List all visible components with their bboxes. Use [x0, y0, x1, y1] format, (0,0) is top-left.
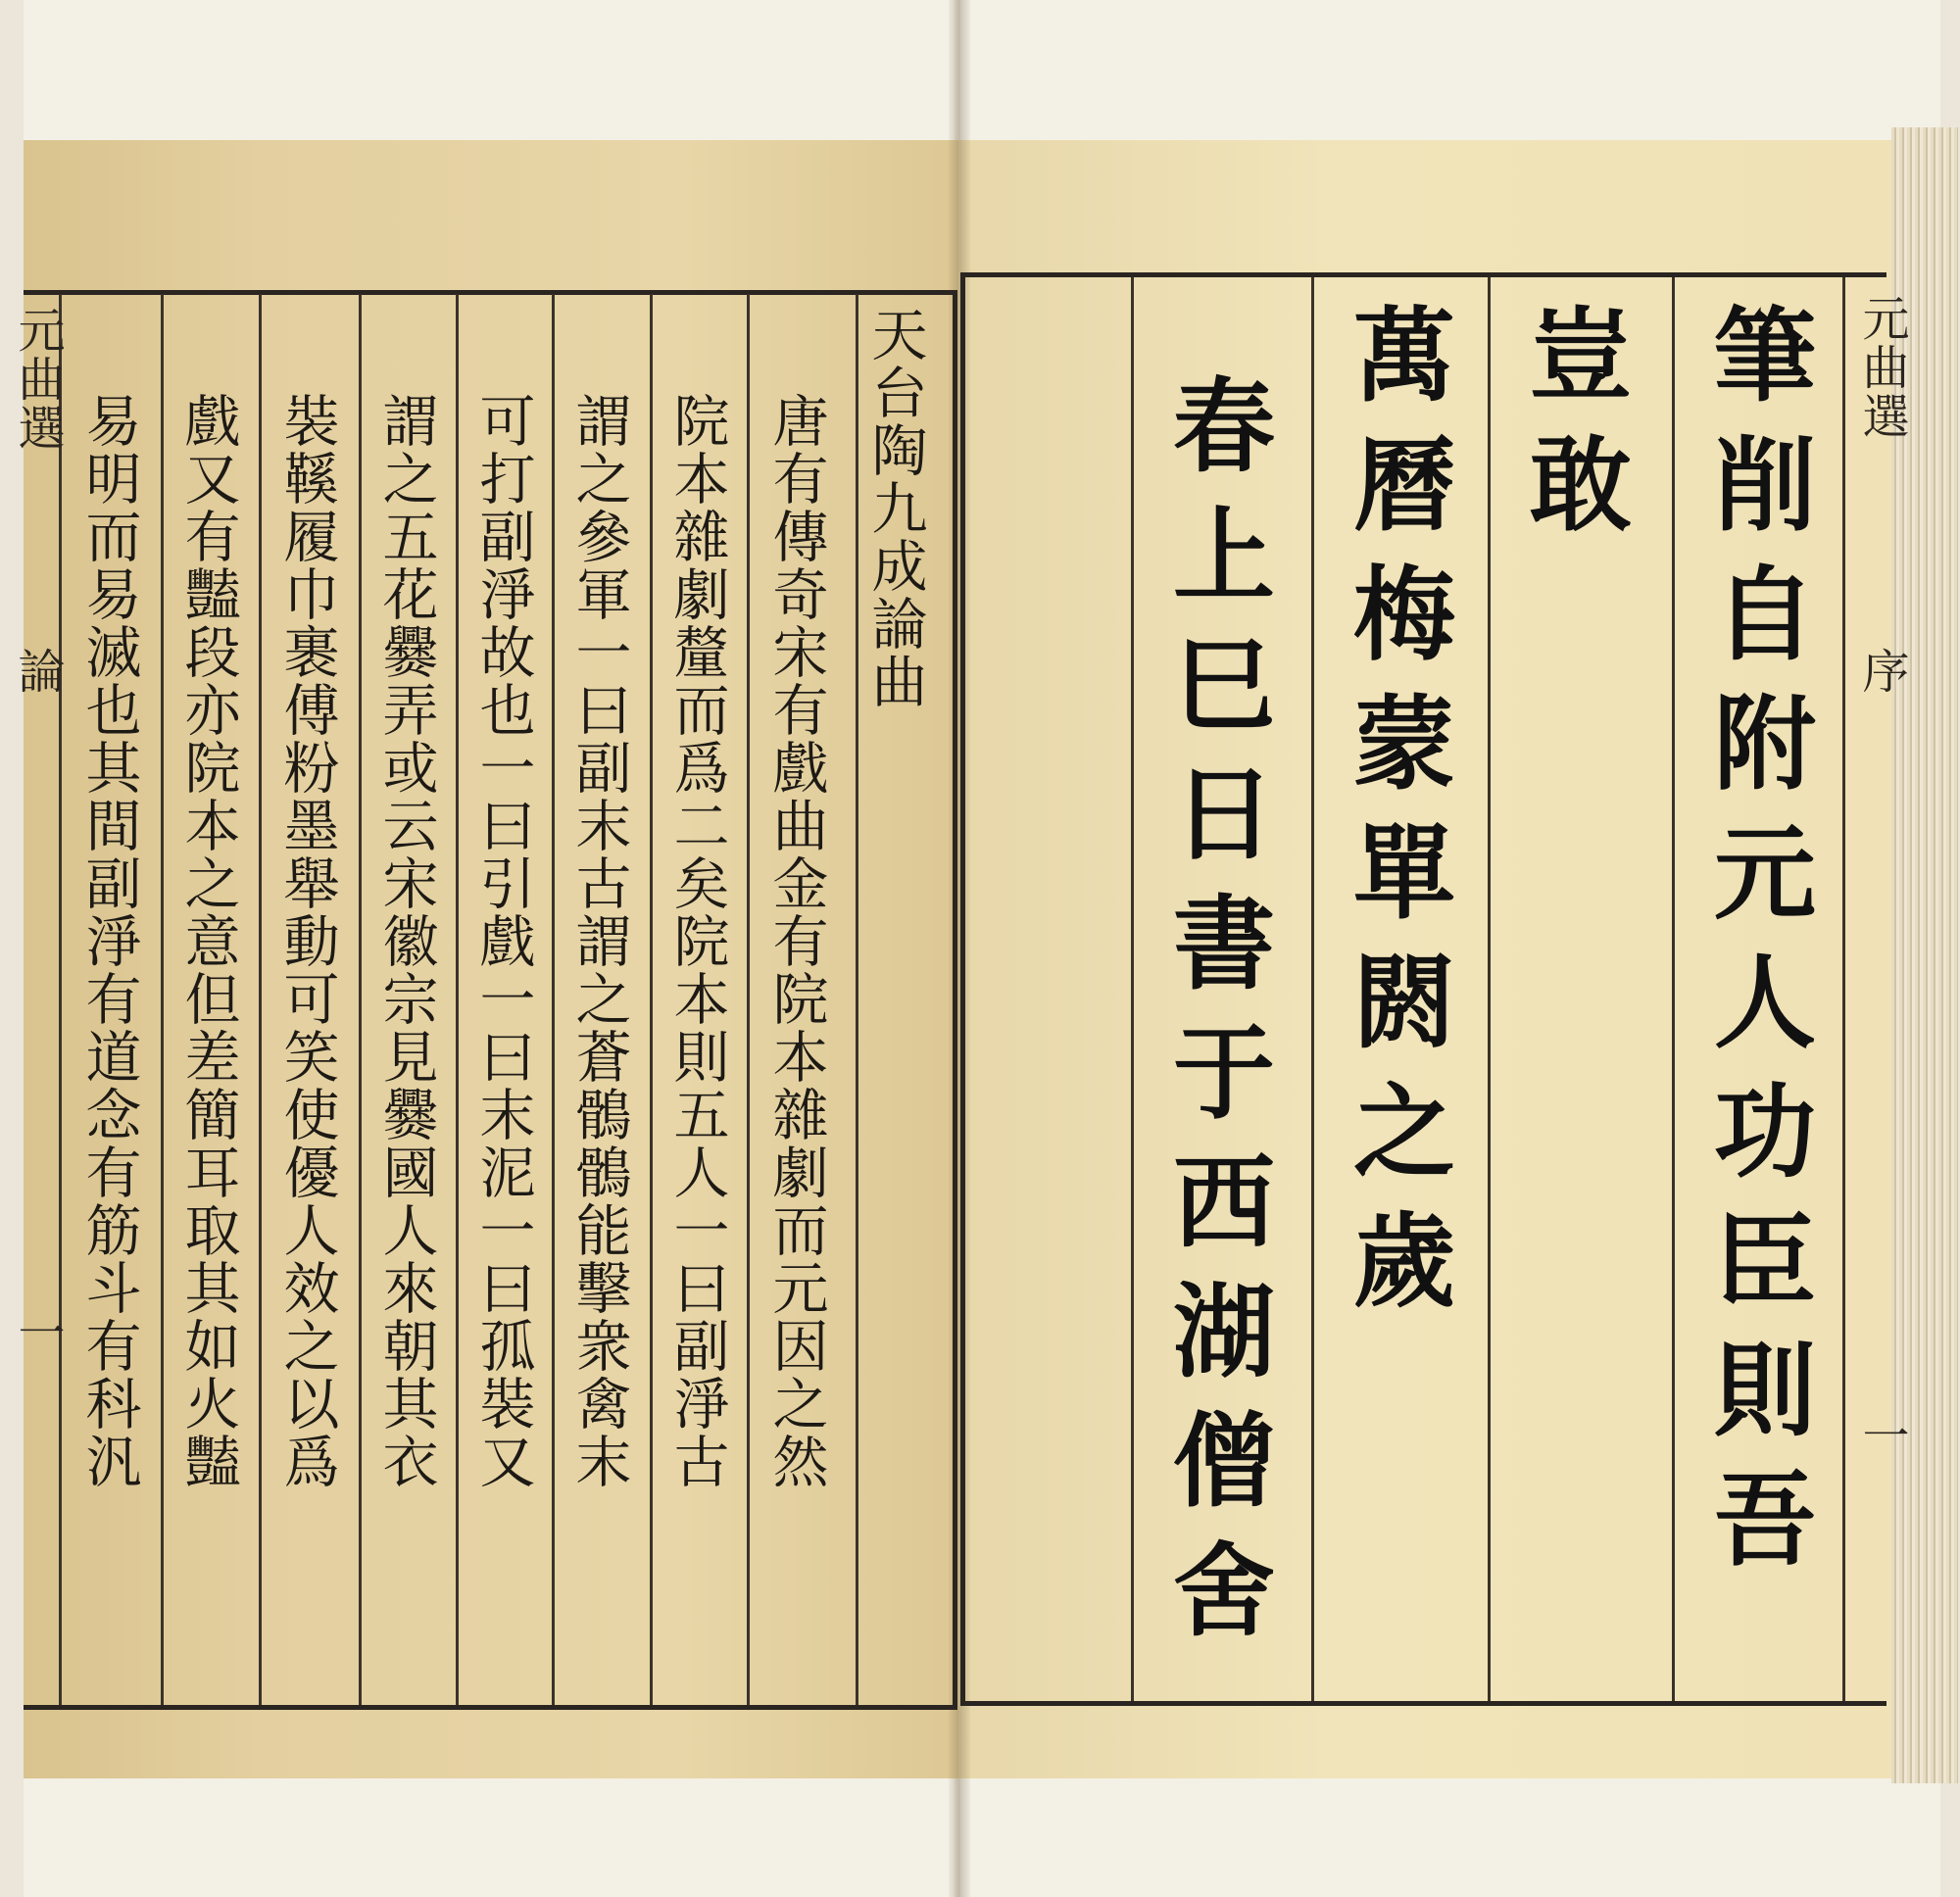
right-margin-page-number: 一: [1854, 1411, 1909, 1460]
right-bottom-margin: [960, 1775, 1940, 1897]
preface-column-1: 筆削自附元人功臣則吾: [1696, 302, 1817, 1595]
preface-column-4: 春上巳日書于西湖僧舍: [1155, 372, 1276, 1666]
left-text-column-2: 院本雜劇釐而爲二矣院本則五人一曰副淨古: [664, 392, 729, 1490]
left-margin-title: 元曲選: [10, 306, 65, 453]
right-rule-3: [1488, 277, 1491, 1701]
left-text-column-1: 唐有傳奇宋有戲曲金有院本雜劇而元因之然: [763, 392, 828, 1490]
right-margin-title: 元曲選: [1854, 294, 1909, 441]
left-rule-4: [552, 294, 555, 1705]
right-rule-2: [1672, 277, 1675, 1701]
left-margin-page-number: 一: [10, 1308, 65, 1357]
left-rule-7: [259, 294, 262, 1705]
left-rule-2: [747, 294, 750, 1705]
left-rule-3: [650, 294, 653, 1705]
left-bottom-margin: [24, 1775, 955, 1897]
left-text-column-3: 謂之參軍一曰副末古謂之蒼鶻鶻能擊衆禽末: [566, 392, 631, 1490]
left-rule-6: [359, 294, 362, 1705]
right-margin-section: 序: [1854, 647, 1909, 696]
left-rule-5: [456, 294, 459, 1705]
left-rule-8: [161, 294, 164, 1705]
left-heading-column: 天台陶九成論曲: [862, 306, 927, 710]
left-text-column-7: 戲又有豔段亦院本之意但差簡耳取其如火豔: [175, 392, 240, 1490]
left-text-column-4: 可打副淨故也一曰引戲一曰末泥一曰孤裝又: [470, 392, 535, 1490]
preface-column-3: 萬曆梅蒙單閼之歲: [1336, 302, 1456, 1337]
left-margin-section: 論: [10, 647, 65, 696]
left-text-column-5: 謂之五花爨弄或云宋徽宗見爨國人來朝其衣: [373, 392, 438, 1490]
right-rule-5: [1131, 277, 1134, 1701]
left-rule-9: [59, 294, 62, 1705]
right-frame-bottom: [960, 1701, 1886, 1706]
left-frame-bottom: [24, 1705, 957, 1710]
left-text-column-8: 易明而易滅也其間副淨有道念有筋斗有科汎: [76, 392, 141, 1490]
right-rule-4: [1311, 277, 1314, 1701]
preface-column-2: 豈敢: [1512, 302, 1633, 560]
right-rule-1: [1842, 277, 1845, 1701]
right-top-margin: [960, 0, 1940, 145]
right-frame-top: [960, 272, 1886, 277]
left-text-column-6: 裝鞵履巾裹傅粉墨舉動可笑使優人效之以爲: [274, 392, 339, 1490]
right-frame-left: [960, 272, 965, 1706]
left-frame-right: [953, 290, 957, 1710]
left-top-margin: [24, 0, 955, 143]
left-rule-1: [856, 294, 858, 1705]
